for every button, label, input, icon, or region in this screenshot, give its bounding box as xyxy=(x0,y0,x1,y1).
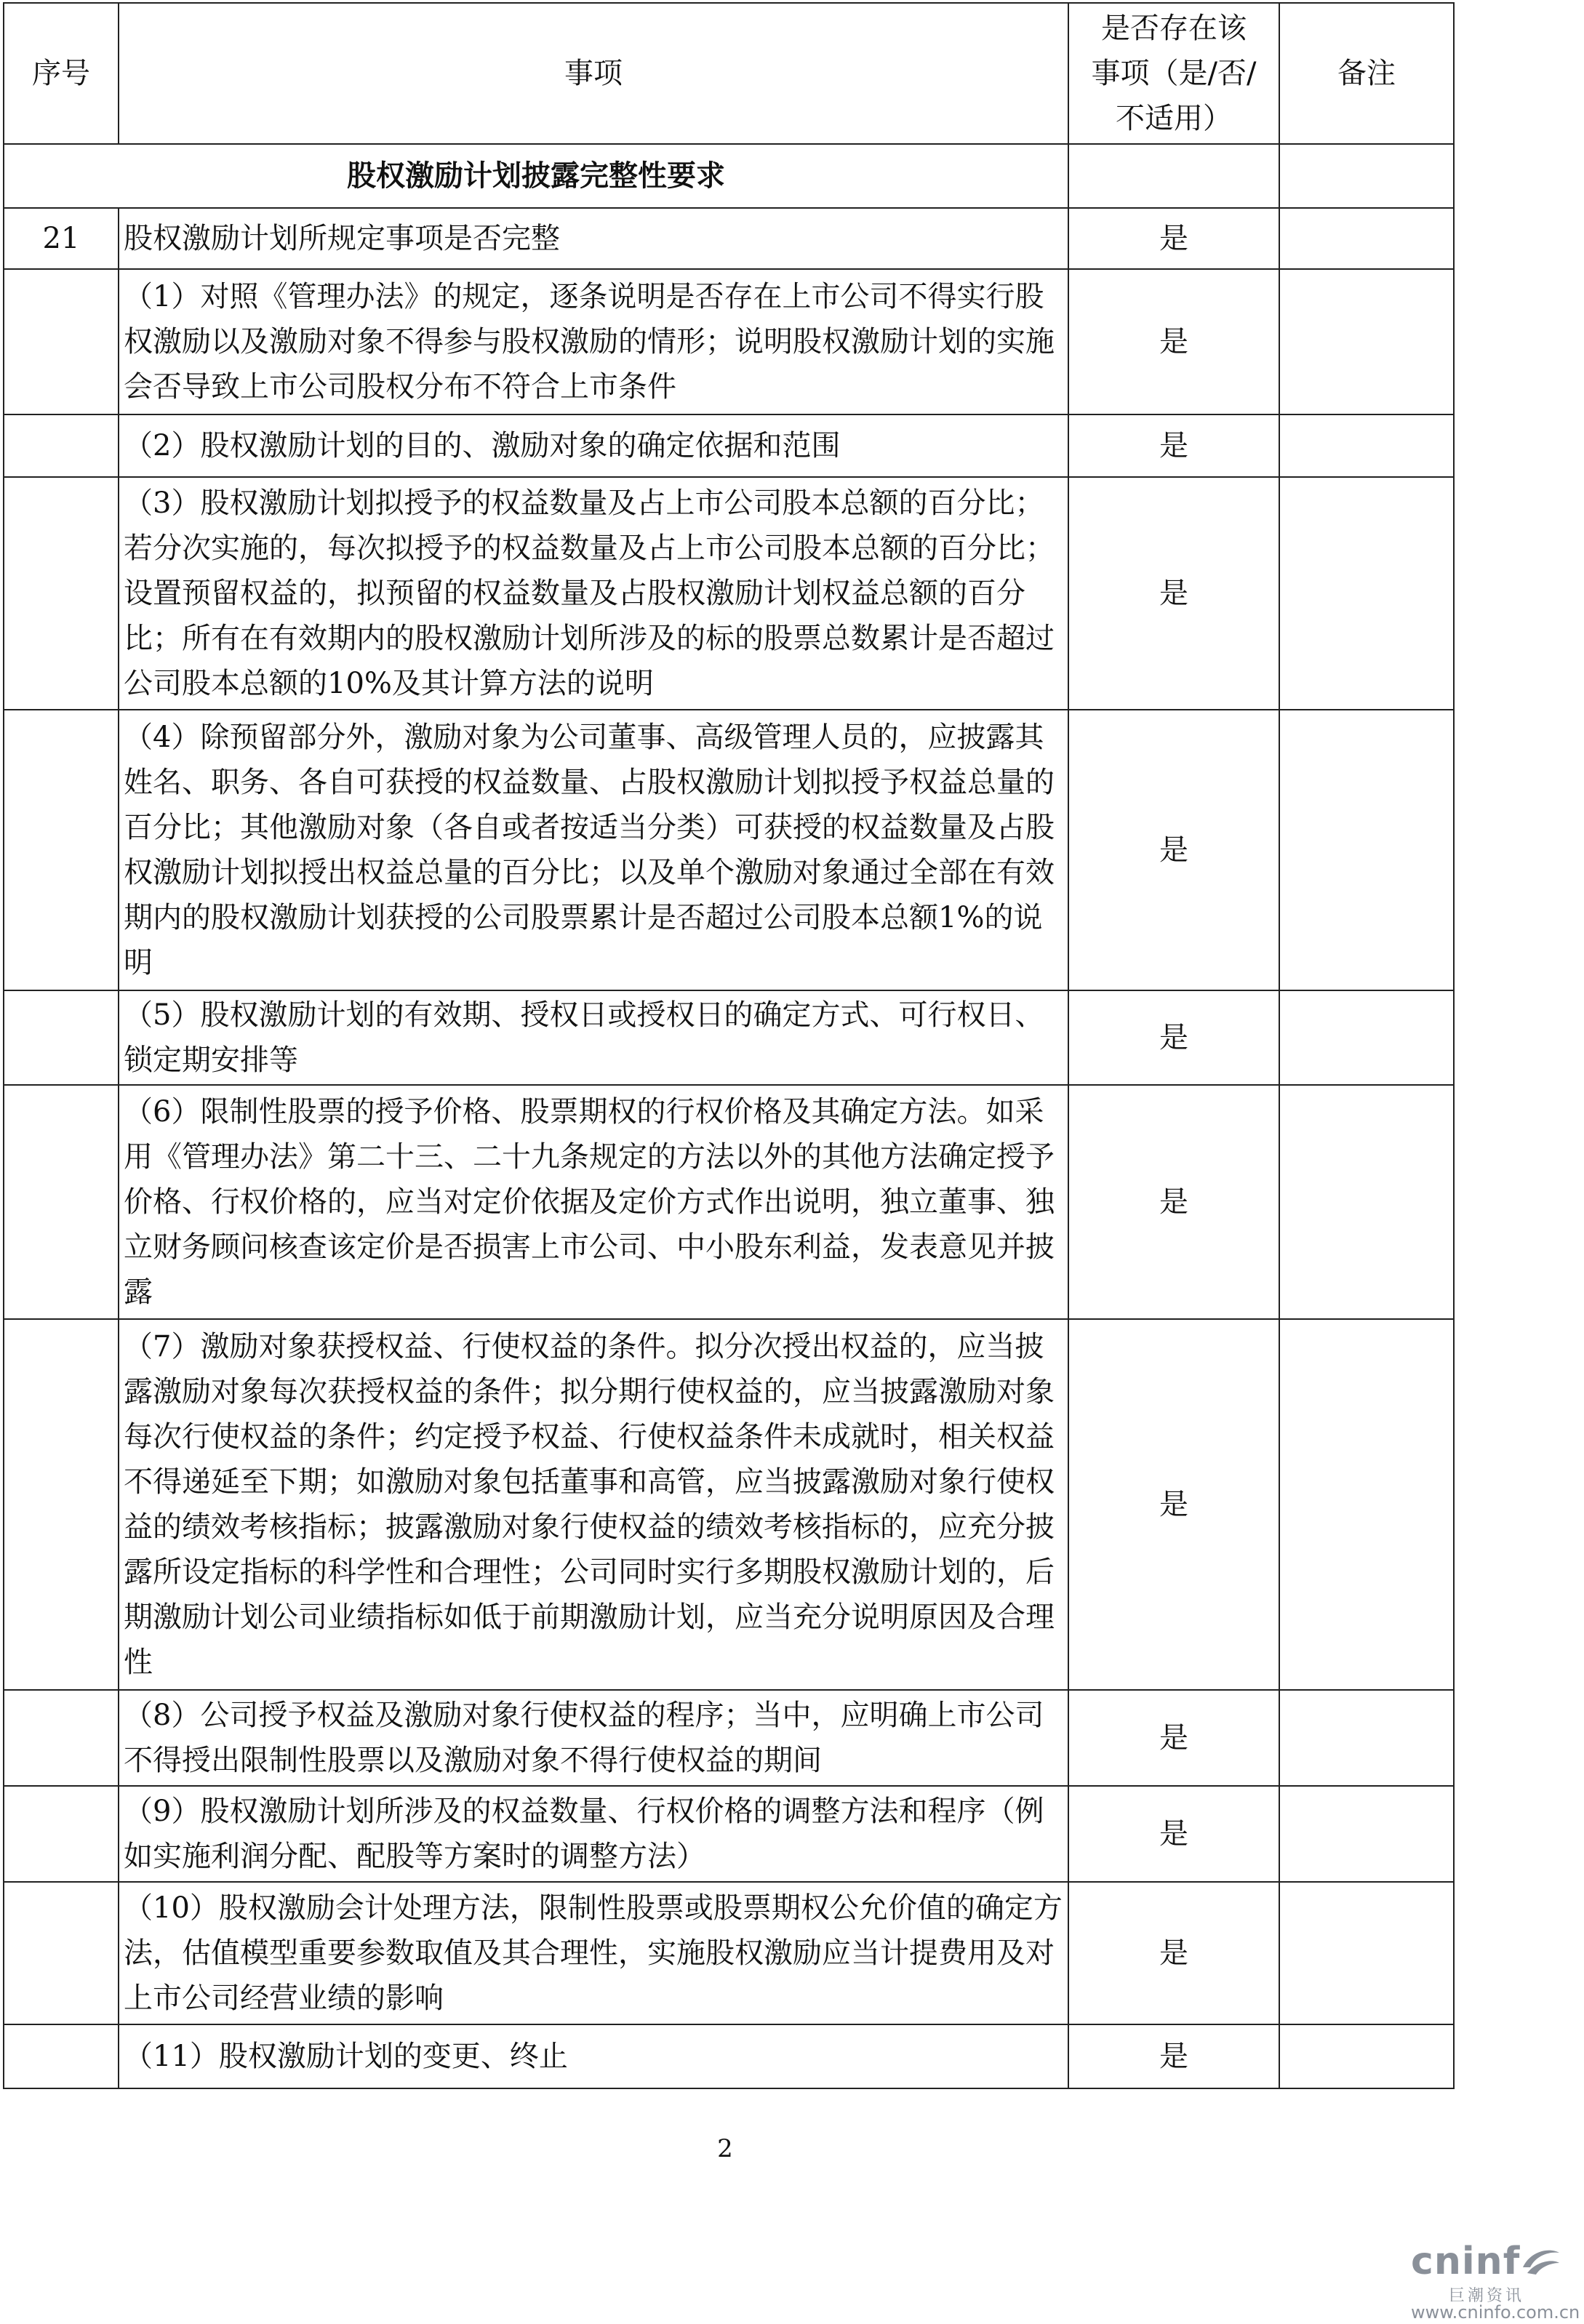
row-exist: 是 xyxy=(1068,1882,1279,2024)
table-row xyxy=(4,1786,1454,1882)
row-note xyxy=(1279,1786,1454,1882)
row-note xyxy=(1279,208,1454,269)
row-item: （8）公司授予权益及激励对象行使权益的程序；当中，应明确上市公司不得授出限制性股票以及激励对象不得行使权益的期间 xyxy=(119,1690,1068,1786)
row-exist: 是 xyxy=(1068,990,1279,1085)
header-exist-line2: 事项（是/否/ xyxy=(1091,57,1257,90)
row-seq xyxy=(4,1786,119,1882)
row-seq xyxy=(4,414,119,477)
page-number: 2 xyxy=(717,2134,733,2163)
row-item: （7）激励对象获授权益、行使权益的条件。拟分次授出权益的，应当披露激励对象每次获授权益的条件；拟分期行使权益的，应当披露激励对象每次行使权益的条件；约定授予权益、行使权益条件未成就时，相关权益不得递延至下期；如激励对象包括董事和高管，应当披露激励对象行使权益的绩效考核指标；披露激励对象行使权益的绩效考核指标的，应充分披露所设定指标的科学性和合理性；公司同时实行多期股权激励计划的，后期激励计划公司业绩指标如低于前期激励计划，应当充分说明原因及合理性 xyxy=(119,1319,1068,1690)
table-row xyxy=(4,710,1454,990)
header-seq: 序号 xyxy=(4,3,119,144)
row-exist: 是 xyxy=(1068,1085,1279,1319)
header-note: 备注 xyxy=(1279,3,1454,144)
section-note-cell xyxy=(1279,144,1454,208)
table-row xyxy=(4,1882,1454,2024)
row-seq: 21 xyxy=(4,208,119,269)
header-exist-line3: 不适用） xyxy=(1116,102,1232,135)
row-item: （4）除预留部分外，激励对象为公司董事、高级管理人员的，应披露其姓名、职务、各自可获授的权益数量、占股权激励计划拟授予权益总量的百分比；其他激励对象（各自或者按适当分类）可获授的权益数量及占股权激励计划拟授出权益总量的百分比；以及单个激励对象通过全部在有效期内的股权激励计划获授的公司股票累计是否超过公司股本总额1%的说明 xyxy=(119,710,1068,990)
row-note xyxy=(1279,990,1454,1085)
row-seq xyxy=(4,1319,119,1690)
table-row xyxy=(4,1319,1454,1690)
logo-swoosh-icon xyxy=(1520,2245,1561,2277)
row-seq xyxy=(4,710,119,990)
row-item: （3）股权激励计划拟授予的权益数量及占上市公司股本总额的百分比；若分次实施的，每次拟授予的权益数量及占上市公司股本总额的百分比；设置预留权益的，拟预留的权益数量及占股权激励计划权益总额的百分比；所有在有效期内的股权激励计划所涉及的标的股票总数累计是否超过公司股本总额的10%及其计算方法的说明 xyxy=(119,477,1068,710)
table-row xyxy=(4,990,1454,1085)
row-seq xyxy=(4,2024,119,2088)
row-note xyxy=(1279,710,1454,990)
header-item: 事项 xyxy=(119,3,1068,144)
section-exist-cell xyxy=(1068,144,1279,208)
cninfo-logo xyxy=(1411,2240,1580,2323)
row-note xyxy=(1279,1690,1454,1786)
table-row xyxy=(4,208,1454,269)
table-row xyxy=(4,269,1454,414)
table-row xyxy=(4,1085,1454,1319)
table-row xyxy=(4,2024,1454,2088)
row-exist: 是 xyxy=(1068,414,1279,477)
row-exist: 是 xyxy=(1068,208,1279,269)
row-note xyxy=(1279,477,1454,710)
row-seq xyxy=(4,1690,119,1786)
row-item: （9）股权激励计划所涉及的权益数量、行权价格的调整方法和程序（例如实施利润分配、配股等方案时的调整方法） xyxy=(119,1786,1068,1882)
row-item: （10）股权激励会计处理方法，限制性股票或股票期权公允价值的确定方法，估值模型重要参数取值及其合理性，实施股权激励应当计提费用及对上市公司经营业绩的影响 xyxy=(119,1882,1068,2024)
row-seq xyxy=(4,477,119,710)
table-row xyxy=(4,477,1454,710)
header-exist xyxy=(1068,3,1279,144)
row-exist: 是 xyxy=(1068,2024,1279,2088)
section-row xyxy=(4,144,1454,208)
row-item: 股权激励计划所规定事项是否完整 xyxy=(119,208,1068,269)
row-note xyxy=(1279,2024,1454,2088)
row-note xyxy=(1279,1882,1454,2024)
row-seq xyxy=(4,1882,119,2024)
logo-url: www.cninfo.com.cn xyxy=(1411,2302,1580,2323)
row-exist: 是 xyxy=(1068,1690,1279,1786)
row-item: （11）股权激励计划的变更、终止 xyxy=(119,2024,1068,2088)
row-seq xyxy=(4,1085,119,1319)
disclosure-checklist-table xyxy=(3,2,1455,2089)
row-seq xyxy=(4,269,119,414)
row-item: （5）股权激励计划的有效期、授权日或授权日的确定方式、可行权日、锁定期安排等 xyxy=(119,990,1068,1085)
row-seq xyxy=(4,990,119,1085)
row-note xyxy=(1279,414,1454,477)
row-item: （2）股权激励计划的目的、激励对象的确定依据和范围 xyxy=(119,414,1068,477)
header-exist-line1: 是否存在该 xyxy=(1101,12,1247,45)
table-row xyxy=(4,1690,1454,1786)
row-exist: 是 xyxy=(1068,269,1279,414)
row-note xyxy=(1279,269,1454,414)
row-exist: 是 xyxy=(1068,1786,1279,1882)
logo-wordmark: cninf xyxy=(1411,2240,1521,2283)
row-exist: 是 xyxy=(1068,477,1279,710)
row-item: （6）限制性股票的授予价格、股票期权的行权价格及其确定方法。如采用《管理办法》第二十三、二十九条规定的方法以外的其他方法确定授予价格、行权价格的，应当对定价依据及定价方式作出说明，独立董事、独立财务顾问核查该定价是否损害上市公司、中小股东利益，发表意见并披露 xyxy=(119,1085,1068,1319)
logo-chinese: 巨潮资讯 xyxy=(1449,2287,1525,2305)
table-header-row xyxy=(4,3,1454,144)
row-note xyxy=(1279,1085,1454,1319)
section-title: 股权激励计划披露完整性要求 xyxy=(4,144,1068,208)
table-row xyxy=(4,414,1454,477)
row-note xyxy=(1279,1319,1454,1690)
row-exist: 是 xyxy=(1068,1319,1279,1690)
row-exist: 是 xyxy=(1068,710,1279,990)
row-item: （1）对照《管理办法》的规定，逐条说明是否存在上市公司不得实行股权激励以及激励对象不得参与股权激励的情形；说明股权激励计划的实施会否导致上市公司股权分布不符合上市条件 xyxy=(119,269,1068,414)
